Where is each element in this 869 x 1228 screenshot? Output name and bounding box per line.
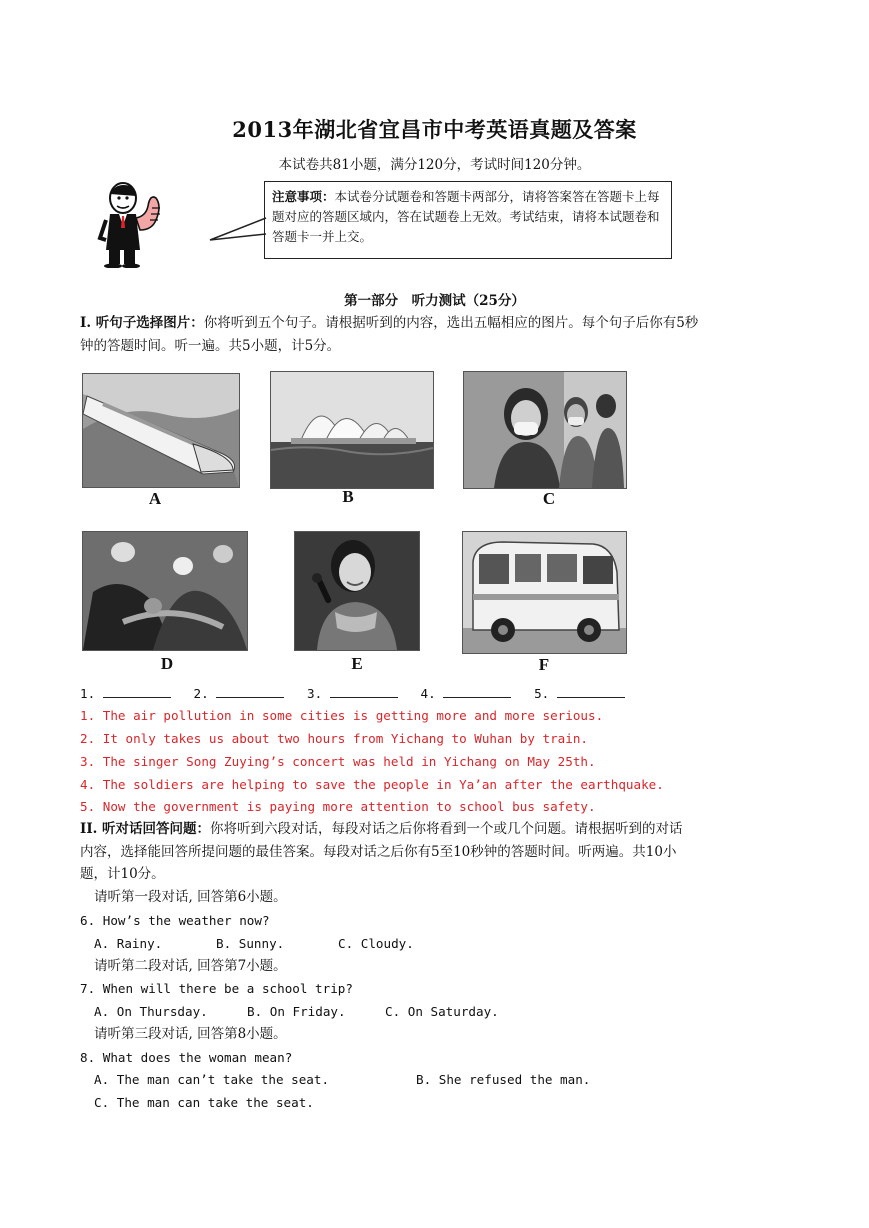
question-6: 6. How’s the weather now? xyxy=(80,913,270,928)
question-7: 7. When will there be a school trip? xyxy=(80,981,353,996)
answer-line: 4. The soldiers are helping to save the people in Ya’an after the earthquake. xyxy=(80,777,664,792)
section-1-text: 你将听到五个句子。请根据听到的内容，选出五幅相应的图片。每个句子后你有5秒钟的答题时间。听一遍。共5小题，计5分。 xyxy=(80,315,699,354)
blank-3-number: 3. xyxy=(307,686,323,701)
section-2-label: II. 听对话回答问题： xyxy=(80,821,211,837)
dialog-2-instruction: 请听第二段对话, 回答第7小题。 xyxy=(94,958,287,974)
section-2-text: 你将听到六段对话，每段对话之后你将看到一个或几个问题。请根据听到的对话内容，选择能回答所提问题的最佳答案。每段对话之后你有5至10秒钟的答题时间。听两遍。共10小题，计10分。 xyxy=(80,821,683,882)
answer-line: 2. It only takes us about two hours from Yichang to Wuhan by train. xyxy=(80,731,588,746)
answer-line: 1. The air pollution in some cities is getting more and more serious. xyxy=(80,708,604,723)
picture-c xyxy=(463,371,627,489)
blank-3[interactable] xyxy=(330,685,398,698)
blank-2-number: 2. xyxy=(193,686,209,701)
blank-2[interactable] xyxy=(216,685,284,698)
picture-d xyxy=(82,531,248,651)
q8-option-b[interactable]: B. She refused the man. xyxy=(416,1072,591,1087)
picture-a xyxy=(82,373,240,488)
picture-a-label: A xyxy=(148,489,162,508)
q7-option-c[interactable]: C. On Saturday. xyxy=(385,1004,499,1019)
section-2-instructions xyxy=(80,818,692,886)
notice-text: 本试卷分试题卷和答题卡两部分，请将答案答在答题卡上每题对应的答题区域内，答在试题卷上无效。考试结束，请将本试题卷和答题卡一并上交。 xyxy=(272,189,660,244)
blank-1-number: 1. xyxy=(80,686,96,701)
answer-line: 3. The singer Song Zuying’s concert was held in Yichang on May 25th. xyxy=(80,754,596,769)
question-8: 8. What does the woman mean? xyxy=(80,1050,293,1065)
picture-f-label: F xyxy=(538,655,550,674)
q7-option-b[interactable]: B. On Friday. xyxy=(247,1004,346,1019)
section-1-label: I. 听句子选择图片： xyxy=(80,315,204,331)
q6-option-c[interactable]: C. Cloudy. xyxy=(338,936,414,951)
picture-b-label: B xyxy=(342,487,354,506)
notice-box xyxy=(264,181,672,259)
page-title: 2013年湖北省宜昌市中考英语真题及答案 xyxy=(232,117,637,142)
notice-label: 注意事项： xyxy=(272,189,335,204)
exam-info: 本试卷共81小题，满分120分，考试时间120分钟。 xyxy=(278,157,591,173)
section-1-instructions xyxy=(80,312,700,357)
q7-option-a[interactable]: A. On Thursday. xyxy=(94,1004,208,1019)
cartoon-man-icon xyxy=(96,180,166,268)
picture-b xyxy=(270,371,434,489)
blank-5[interactable] xyxy=(557,685,625,698)
picture-f xyxy=(462,531,627,654)
picture-e-label: E xyxy=(351,654,363,673)
blank-4[interactable] xyxy=(443,685,511,698)
speech-pointer xyxy=(208,216,268,246)
dialog-1-instruction: 请听第一段对话, 回答第6小题。 xyxy=(94,889,287,905)
q8-option-c[interactable]: C. The man can take the seat. xyxy=(94,1095,314,1110)
dialog-3-instruction: 请听第三段对话, 回答第8小题。 xyxy=(94,1026,287,1042)
q6-option-a[interactable]: A. Rainy. xyxy=(94,936,163,951)
blank-4-number: 4. xyxy=(420,686,436,701)
part-heading: 第一部分 听力测试（25分） xyxy=(344,293,525,309)
picture-c-label: C xyxy=(542,489,556,508)
picture-d-label: D xyxy=(160,654,174,673)
q8-option-a[interactable]: A. The man can’t take the seat. xyxy=(94,1072,330,1087)
answer-blanks xyxy=(80,685,700,701)
picture-e xyxy=(294,531,420,651)
blank-1[interactable] xyxy=(103,685,171,698)
blank-5-number: 5. xyxy=(534,686,550,701)
q6-option-b[interactable]: B. Sunny. xyxy=(216,936,285,951)
answer-line: 5. Now the government is paying more attention to school bus safety. xyxy=(80,799,596,814)
